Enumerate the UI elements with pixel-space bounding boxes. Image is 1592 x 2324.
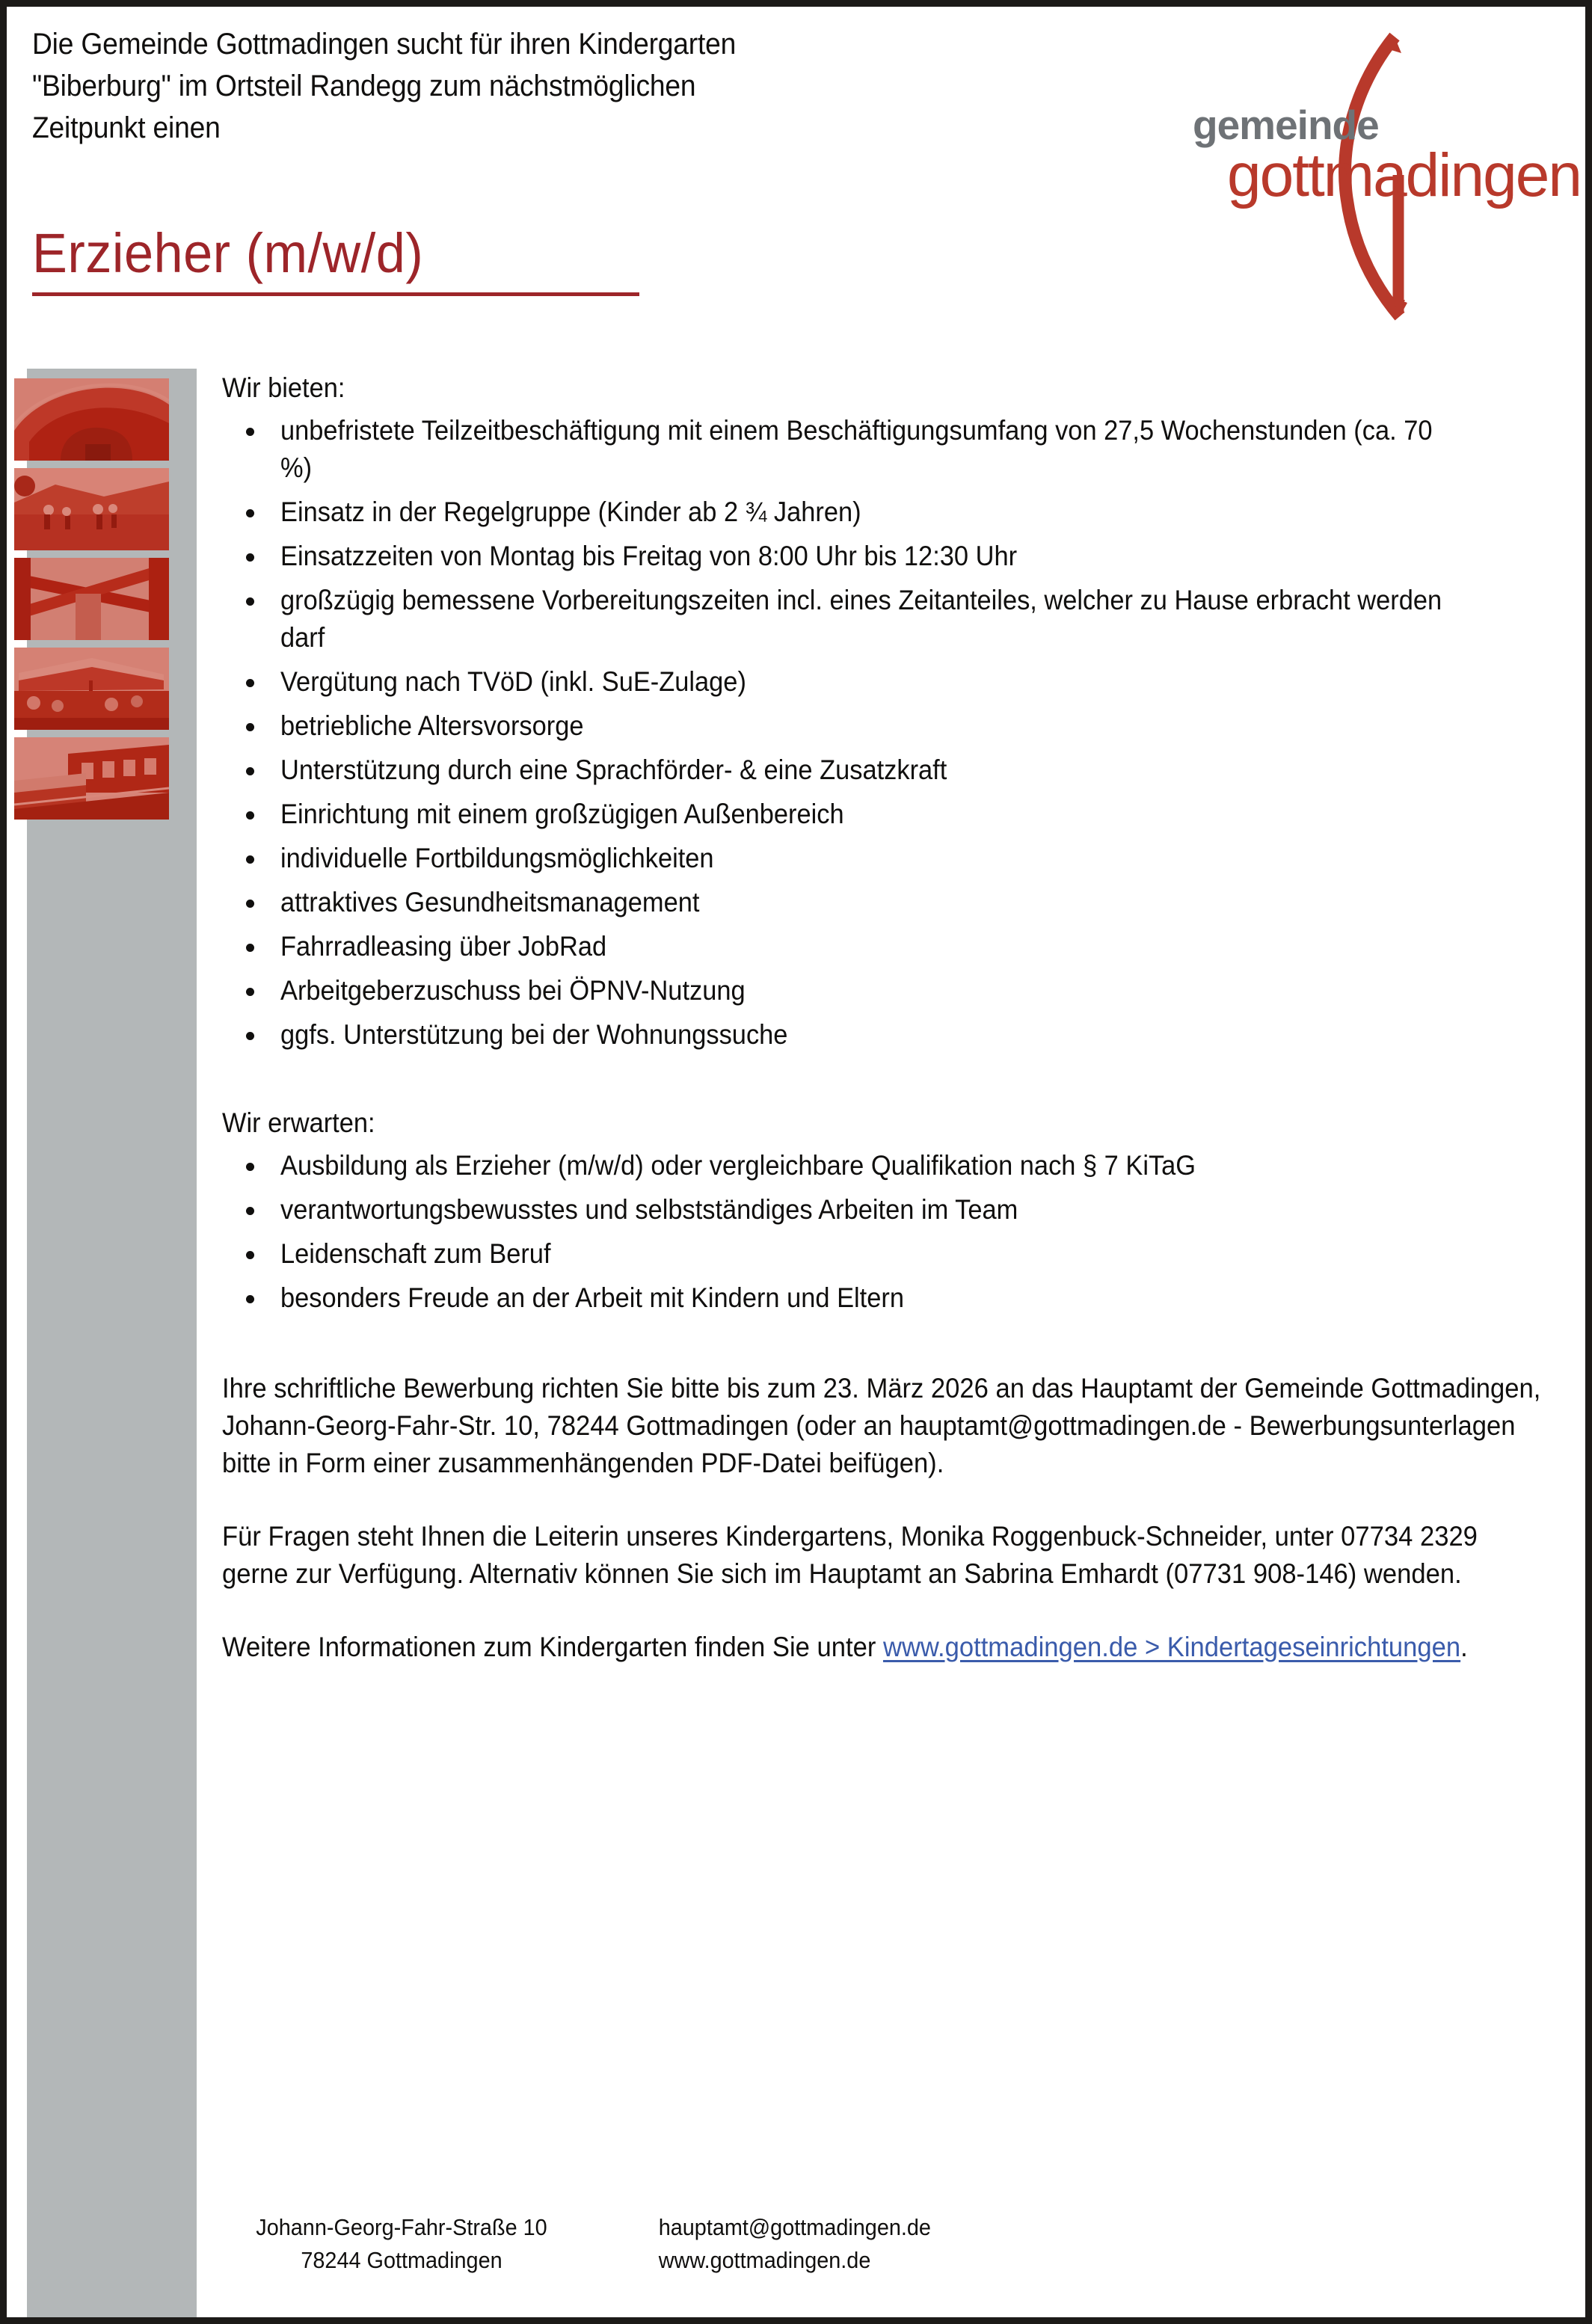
footer-website: www.gottmadingen.de [658, 2247, 871, 2273]
kindergarten-website-link[interactable]: www.gottmadingen.de > Kindertageseinrichtungen [882, 1632, 1461, 1662]
photo-market [14, 648, 169, 730]
offer-item-text: Einrichtung mit einem großzügigen Außenbereich [280, 799, 844, 829]
list-item [222, 972, 1546, 1009]
offer-item-text: unbefristete Teilzeitbeschäftigung mit einem Beschäftigungsumfang von 27,5 Wochenstunden (ca. 70 %) [280, 415, 1433, 483]
offer-item-text: betriebliche Altersvorsorge [280, 710, 584, 741]
list-item [222, 796, 1546, 833]
expect-list [222, 1147, 1546, 1317]
footer-contact-column [648, 2211, 941, 2277]
intro-line-1: Die Gemeinde Gottmadingen sucht für ihren Kindergarten [32, 28, 737, 61]
offer-item-text: Einsatz in der Regelgruppe (Kinder ab 2 ¾ Jahren) [280, 497, 861, 527]
job-title-block [32, 222, 705, 296]
title-underline-rule [32, 292, 639, 296]
list-item [222, 1279, 1546, 1317]
expect-item-text: Ausbildung als Erzieher (m/w/d) oder vergleichbare Qualifikation nach § 7 KiTaG [280, 1150, 1196, 1181]
offer-item-text: Fahrradleasing über JobRad [280, 931, 607, 962]
expect-item-text: Leidenschaft zum Beruf [280, 1238, 551, 1269]
offer-item-text: Vergütung nach TVöD (inkl. SuE-Zulage) [280, 666, 746, 697]
offer-item-text: Einsatzzeiten von Montag bis Freitag von 8:00 Uhr bis 12:30 Uhr [280, 541, 1018, 571]
spacer [222, 1060, 1546, 1104]
offer-list [222, 412, 1546, 1054]
list-item [222, 494, 1546, 531]
offer-item-text: großzügig bemessene Vorbereitungszeiten incl. eines Zeitanteiles, welcher zu Hause erbracht werden darf [280, 585, 1442, 653]
list-item [222, 1235, 1546, 1273]
gottmadingen-logo [1173, 14, 1581, 325]
photo-strip [14, 378, 169, 820]
photo-cyclists [14, 468, 169, 550]
list-item [222, 1147, 1546, 1184]
logo-text-gottmadingen: gottmadingen [1227, 141, 1581, 209]
expect-item-text: besonders Freude an der Arbeit mit Kindern und Eltern [280, 1282, 904, 1313]
footer [222, 2211, 1119, 2277]
offer-item-text: ggfs. Unterstützung bei der Wohnungssuche [280, 1019, 788, 1050]
photo-steel-girders [14, 558, 169, 640]
list-item [222, 884, 1546, 921]
spacer [222, 1324, 1546, 1370]
list-item [222, 840, 1546, 877]
footer-address-column [222, 2211, 581, 2277]
list-item [222, 582, 1546, 657]
footer-street: Johann-Georg-Fahr-Straße 10 [256, 2214, 547, 2240]
list-item [222, 751, 1546, 789]
more-info-suffix: . [1460, 1632, 1468, 1662]
photo-train-station [14, 737, 169, 820]
offer-heading: Wir bieten: [222, 372, 345, 403]
page-title: Erzieher (m/w/d) [32, 222, 424, 284]
footer-email: hauptamt@gottmadingen.de [658, 2214, 931, 2240]
list-item [222, 707, 1546, 745]
list-item [222, 663, 1546, 701]
more-info-paragraph [222, 1629, 1546, 1666]
list-item [222, 1191, 1546, 1229]
more-info-prefix: Weitere Informationen zum Kindergarten finden Sie unter [222, 1632, 883, 1662]
logo-text-gemeinde: gemeinde [1193, 102, 1379, 148]
photo-archway [14, 378, 169, 461]
application-paragraph: Ihre schriftliche Bewerbung richten Sie bitte bis zum 23. März 2026 an das Hauptamt der Gemeinde Gottmadingen, Johann-Georg-Fahr-Str. 10, 78244 Gottmadingen (oder an hauptamt@gottmadingen.de - Bewerbungsunterlagen bitte in Form einer zusammenhängenden PDF-Datei beifügen). [222, 1373, 1541, 1478]
list-item [222, 538, 1546, 575]
footer-city: 78244 Gottmadingen [301, 2247, 503, 2273]
expect-item-text: verantwortungsbewusstes und selbstständiges Arbeiten im Team [280, 1194, 1018, 1225]
intro-line-2: "Biberburg" im Ortsteil Randegg zum nächstmöglichen [32, 70, 696, 102]
offer-item-text: Arbeitgeberzuschuss bei ÖPNV-Nutzung [280, 975, 746, 1006]
list-item [222, 1016, 1546, 1054]
offer-item-text: Unterstützung durch eine Sprachförder- & eine Zusatzkraft [280, 754, 947, 785]
offer-item-text: individuelle Fortbildungsmöglichkeiten [280, 843, 714, 873]
questions-paragraph: Für Fragen steht Ihnen die Leiterin unseres Kindergartens, Monika Roggenbuck-Schneider, unter 07734 2329 gerne zur Verfügung. Alternativ können Sie sich im Hauptamt an Sabrina Emhardt (07731 908-146) wenden. [222, 1521, 1478, 1589]
list-item [222, 928, 1546, 965]
main-content [222, 369, 1546, 1666]
list-item [222, 412, 1546, 487]
offer-item-text: attraktives Gesundheitsmanagement [280, 887, 700, 917]
expect-heading: Wir erwarten: [222, 1107, 375, 1138]
intro-line-3: Zeitpunkt einen [32, 111, 221, 144]
intro-text-block [32, 23, 1079, 149]
